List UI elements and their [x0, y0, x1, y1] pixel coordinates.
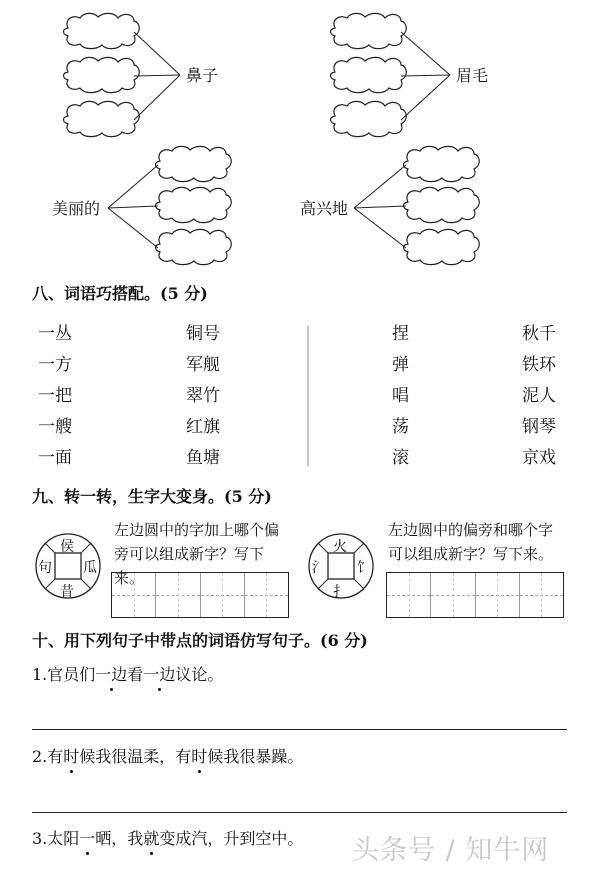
verb-word: 捏 [392, 324, 409, 344]
dotted-word [47, 746, 95, 768]
dotted-word [143, 664, 175, 686]
dotted-text: 有时候 [47, 747, 96, 766]
answer-grid-2[interactable] [386, 572, 564, 618]
dotted-word [143, 828, 159, 850]
measure-word: 一把 [38, 386, 72, 406]
dotted-text: 一 [79, 829, 96, 848]
example-sentence-3 [32, 828, 303, 850]
grid-cell[interactable] [520, 573, 563, 617]
section9-instruction-1: 左边圆中的字加上哪个偏旁可以组成新字？写下来。 [114, 521, 280, 587]
object-word: 泥人 [522, 386, 556, 406]
cloud-word-happy: 高兴地 [300, 199, 349, 218]
wheel2-left-char: 氵 [312, 560, 326, 576]
dotted-text: 有时候 [175, 747, 224, 766]
noun-word: 红旗 [186, 417, 220, 437]
grid-cell[interactable] [387, 573, 431, 617]
object-word: 铁环 [522, 355, 556, 375]
matching-left-col-b [186, 323, 220, 478]
answer-grid-1[interactable] [111, 572, 289, 618]
wheel1-right-char: 瓜 [83, 560, 97, 576]
sentence-part: 变成汽，升到空中。 [159, 829, 304, 848]
grid-cell[interactable] [201, 573, 245, 617]
dotted-word [79, 828, 95, 850]
measure-word: 一面 [38, 448, 72, 468]
object-word: 钢琴 [522, 417, 556, 437]
example-sentence-1 [32, 664, 223, 686]
measure-word: 一方 [38, 355, 72, 375]
wheel1-bottom-char: 昔 [60, 584, 74, 600]
matching-right-col-b [522, 323, 556, 478]
dotted-text: 就 [143, 829, 160, 848]
cloud-group-eyebrow [331, 13, 451, 136]
object-word: 秋千 [522, 324, 556, 344]
sentence-number: 2. [32, 747, 48, 766]
example-sentence-2 [32, 746, 303, 768]
cloud-word-nose: 鼻子 [186, 66, 219, 85]
cloud-word-eyebrow: 眉毛 [456, 66, 489, 85]
verb-word: 唱 [392, 386, 409, 406]
sentence-part: 看 [127, 665, 144, 684]
sentence-part: 官员们 [47, 665, 96, 684]
dotted-text: 一边 [143, 665, 176, 684]
answer-line-2[interactable] [32, 812, 567, 813]
wheel2-top-char: 火 [333, 539, 347, 555]
noun-word: 军舰 [186, 355, 220, 375]
cloud-group-happy [354, 146, 479, 264]
verb-word: 荡 [392, 417, 409, 437]
sentence-part: 我很温柔， [95, 747, 176, 766]
cloud-group-beautiful [108, 146, 231, 264]
watermark: 头条号 / 知牛网 [352, 835, 550, 866]
object-word: 京戏 [522, 448, 556, 468]
grid-cell[interactable] [156, 573, 200, 617]
sentence-number: 1. [32, 665, 48, 684]
grid-cell[interactable] [476, 573, 520, 617]
verb-word: 滚 [392, 448, 409, 468]
section10-heading: 十、用下列句子中带点的词语仿写句子。(6 分) [32, 631, 368, 650]
sentence-part: 我很暴躁。 [223, 747, 304, 766]
cloud-word-beautiful: 美丽的 [52, 199, 101, 218]
wheel2-right-char: 饣 [357, 560, 371, 576]
noun-word: 铜号 [186, 324, 220, 344]
sentence-part: 议论。 [175, 665, 224, 684]
section8-heading: 八、词语巧搭配。(5 分) [32, 284, 208, 303]
wheel1-top-char: 侯 [60, 539, 74, 555]
grid-cell[interactable] [245, 573, 288, 617]
sentence-number: 3. [32, 829, 48, 848]
sentence-part: 太阳 [47, 829, 80, 848]
noun-word: 鱼塘 [186, 448, 220, 468]
dotted-word [95, 664, 127, 686]
matching-right-col-a [392, 323, 409, 478]
section9-heading: 九、转一转，生字大变身。(5 分) [32, 487, 272, 506]
measure-word: 一丛 [38, 324, 72, 344]
sentence-part: 晒，我 [95, 829, 144, 848]
grid-cell[interactable] [112, 573, 156, 617]
grid-cell[interactable] [431, 573, 475, 617]
wheel1-left-char: 句 [38, 560, 52, 576]
measure-word: 一艘 [38, 417, 72, 437]
dotted-text: 一边 [95, 665, 128, 684]
answer-line-1[interactable] [32, 729, 567, 730]
wheel2-bottom-char: 扌 [333, 584, 347, 600]
cloud-group-nose [64, 13, 181, 136]
section9-instruction-2: 左边圆中的偏旁和哪个字可以组成新字？写下来。 [388, 521, 554, 563]
dotted-word [175, 746, 223, 768]
verb-word: 弹 [392, 355, 409, 375]
noun-word: 翠竹 [186, 386, 220, 406]
matching-left-col-a [38, 323, 72, 478]
